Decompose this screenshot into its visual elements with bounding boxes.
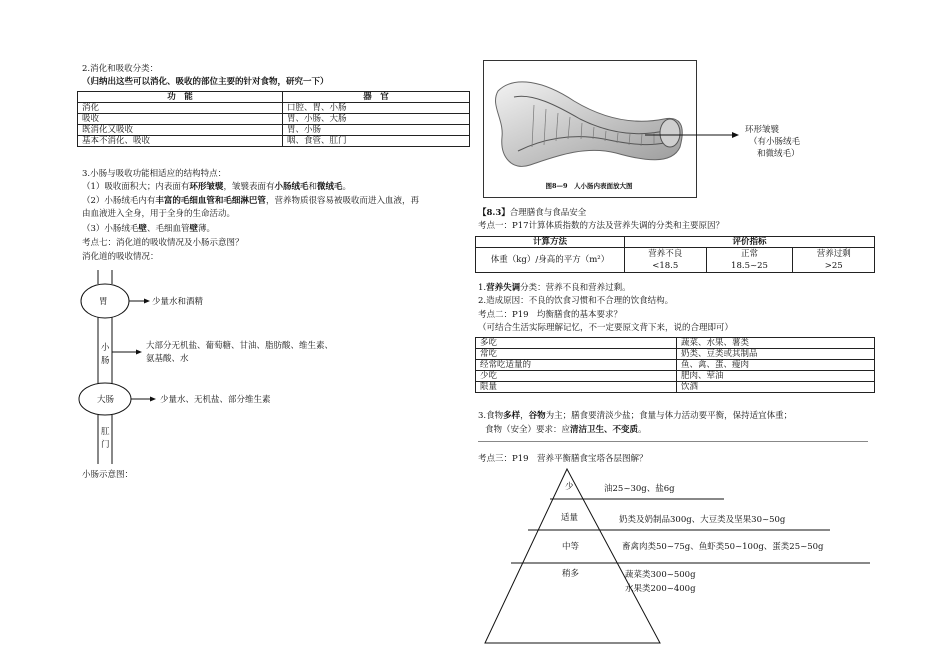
- bmi-level-range: >25: [824, 261, 843, 271]
- bold-span: 小肠绒毛: [274, 182, 309, 192]
- table-row: [476, 360, 875, 371]
- large-intestine-note: 少量水、无机盐、部分维生素: [160, 395, 271, 405]
- diet-table: [475, 337, 875, 393]
- text-span: 。: [342, 182, 352, 192]
- table-row: [476, 349, 875, 360]
- key-point-3: 考点三：P19 营养平衡膳食宝塔各层图解？: [478, 454, 648, 464]
- food-pyramid: [480, 465, 880, 650]
- pyramid-level-food: 油25~30g、盐6g: [604, 484, 675, 494]
- bmi-level-cell: [706, 248, 793, 273]
- small-intestine-note-1: 大部分无机盐、葡萄糖、甘油、脂肪酸、维生素、: [146, 341, 334, 351]
- bold-span: 清洁卫生、不变质: [570, 425, 639, 435]
- table-cell: 多吃: [476, 338, 677, 349]
- callout-line-3: 和微绒毛）: [757, 149, 800, 159]
- table-row: [78, 103, 470, 114]
- text-span: ，皱襞表面有: [223, 182, 275, 192]
- pyramid-level-label: 少: [565, 482, 574, 492]
- absorption-title: 消化道的吸收情况：: [82, 252, 159, 262]
- figure-caption: 图8—9 人小肠内表面放大图: [545, 182, 633, 190]
- divider: [478, 441, 868, 442]
- bmi-level-cell: [625, 248, 707, 273]
- bmi-level-range: <18.5: [652, 261, 679, 271]
- table-cell: 鱼、禽、蛋、瘦肉: [677, 360, 875, 371]
- text-span: 和: [308, 182, 317, 192]
- table-row: [78, 136, 470, 147]
- point-3: [82, 224, 215, 235]
- table-cell: 吸收: [78, 114, 283, 125]
- key-point-1: 考点一：P17计算体质指数的方法及营养失调的分类和主要原因？: [478, 221, 725, 231]
- anus-label-1: 肛: [101, 427, 110, 437]
- text-span: （3）小肠绒毛: [82, 224, 139, 234]
- table-cell: 胃、小肠、大肠: [283, 114, 470, 125]
- key-point-2-note: （可结合生活实际理解记忆，不一定要原文背下来，说的合理即可）: [478, 323, 734, 333]
- small-intestine-diagram-title: 小肠示意图：: [82, 470, 134, 480]
- digestion-table: [77, 91, 470, 147]
- intestine-image: [484, 61, 696, 197]
- pyramid-level-label: 适量: [561, 513, 579, 523]
- anus-label-2: 门: [101, 440, 110, 450]
- stomach-label: 胃: [99, 297, 108, 307]
- section-3-title: 3.小肠与吸收功能相适应的结构特点：: [82, 169, 227, 179]
- text-span: 为主；膳食要清淡少盐；食量与体力活动要平衡，保持适宜体重；: [545, 411, 793, 421]
- table-cell: 饮酒: [677, 382, 875, 393]
- pyramid-level-label: 中等: [562, 542, 580, 552]
- table-cell: 限量: [476, 382, 677, 393]
- bold-span: 壁: [138, 224, 147, 234]
- table-cell: 基本不消化、吸收: [78, 136, 283, 147]
- pyramid-level-food-2: 水果类200~400g: [625, 584, 696, 594]
- note-3-line-2: [485, 425, 647, 436]
- figure-frame: [483, 60, 697, 198]
- table-cell: 消化: [78, 103, 283, 114]
- section-8-3-heading: [478, 208, 586, 219]
- bmi-header-evaluation: 评价指标: [625, 237, 875, 248]
- note-3: [478, 411, 792, 422]
- arrow-head-large-intestine: [150, 397, 156, 402]
- bmi-level-range: 18.5~25: [731, 261, 768, 271]
- bmi-header-method: 计算方法: [476, 237, 625, 248]
- large-intestine-label: 大肠: [97, 395, 115, 405]
- bold-span: 营养失调: [486, 283, 521, 293]
- arrow-head-stomach: [144, 299, 150, 304]
- table-cell: 奶类、豆类或其制品: [677, 349, 875, 360]
- pyramid-level-label: 稍多: [562, 569, 580, 579]
- table-header-function: 功 能: [78, 92, 283, 103]
- table-cell: 口腔、胃、小肠: [283, 103, 470, 114]
- table-cell: 既消化又吸收: [78, 125, 283, 136]
- pyramid-level-food: 蔬菜类300~500g: [625, 570, 696, 580]
- callout-arrow: [645, 130, 740, 140]
- bmi-level-cell: [793, 248, 875, 273]
- table-header-organ: 器 官: [283, 92, 470, 103]
- text-span: 。: [638, 425, 647, 435]
- note-1: [478, 283, 631, 294]
- small-intestine-note-2: 氨基酸、水: [146, 354, 189, 364]
- callout-line-1: 环形皱襞: [745, 125, 780, 135]
- table-cell: 少吃: [476, 371, 677, 382]
- text-span: 3.食物: [478, 411, 504, 421]
- section-number: 【8.3】: [478, 208, 510, 218]
- bold-span: 丰富的毛细血管和毛细淋巴管: [155, 196, 266, 206]
- pyramid-level-food: 畜禽肉类50~75g、鱼虾类50~100g、蛋类25~50g: [622, 542, 824, 552]
- text-span: 薄。: [197, 224, 215, 234]
- section-2-title: 2.消化和吸收分类：: [82, 64, 159, 74]
- table-row: [476, 382, 875, 393]
- section-title: 合理膳食与食品安全: [509, 208, 587, 218]
- pyramid-outline: [485, 469, 660, 643]
- table-cell: 常吃: [476, 349, 677, 360]
- table-row: [476, 338, 875, 349]
- point-2-line-2: 由血液进入全身，用于全身的生命活动。: [82, 209, 236, 219]
- text-span: （2）小肠绒毛内有: [82, 196, 156, 206]
- bmi-level-name: 营养不良: [648, 249, 683, 259]
- small-intestine-label-1: 小: [101, 343, 110, 353]
- bold-span: 谷物: [528, 411, 546, 421]
- text-span: 食物（安全）要求：应: [485, 425, 571, 435]
- table-cell: 蔬菜、水果、薯类: [677, 338, 875, 349]
- table-cell: 经常吃适量的: [476, 360, 677, 371]
- bold-span: 壁: [189, 224, 198, 234]
- pyramid-level-food: 奶类及奶制品300g、大豆类及坚果30~50g: [619, 515, 786, 525]
- text-span: ，营养物质很容易被吸收而进入血液，再: [265, 196, 419, 206]
- note-2: 2.造成原因：不良的饮食习惯和不合理的饮食结构。: [478, 296, 674, 306]
- section-2-note: （归纳出这些可以消化、吸收的部位主要的针对食物，研究一下）: [82, 77, 329, 87]
- table-row: [78, 114, 470, 125]
- callout-line-2: （有小肠绒毛: [749, 137, 801, 147]
- bold-span: 多样: [503, 411, 521, 421]
- digestive-tract-diagram: [70, 270, 400, 465]
- bmi-formula: 体重（kg）/身高的平方（m²）: [476, 248, 625, 273]
- text-span: 1.: [478, 283, 487, 293]
- text-span: 、毛细血管: [146, 224, 190, 234]
- bmi-level-name: 正常: [740, 249, 758, 259]
- bmi-level-name: 营养过剩: [816, 249, 851, 259]
- stomach-note: 少量水和酒精: [152, 297, 204, 307]
- point-1: [82, 182, 351, 193]
- table-row: [78, 125, 470, 136]
- table-cell: 咽、食管、肛门: [283, 136, 470, 147]
- table-row: [476, 371, 875, 382]
- bmi-table: [475, 236, 875, 273]
- text-span: ，: [520, 411, 529, 421]
- text-span: 分类：营养不良和营养过剩。: [520, 283, 631, 293]
- table-cell: 胃、小肠: [283, 125, 470, 136]
- arrow-head-small-intestine: [136, 350, 142, 355]
- bold-span: 微绒毛: [316, 182, 343, 192]
- table-cell: 肥肉、荤油: [677, 371, 875, 382]
- bold-span: 环形皱襞: [189, 182, 224, 192]
- small-intestine-label-2: 肠: [101, 356, 110, 366]
- text-span: （1）吸收面积大；内表面有: [82, 182, 190, 192]
- point-2: [82, 196, 419, 207]
- key-point-7: 考点七：消化道的吸收情况及小肠示意图？: [82, 238, 244, 248]
- key-point-2: 考点二：P19 均衡膳食的基本要求？: [478, 310, 623, 320]
